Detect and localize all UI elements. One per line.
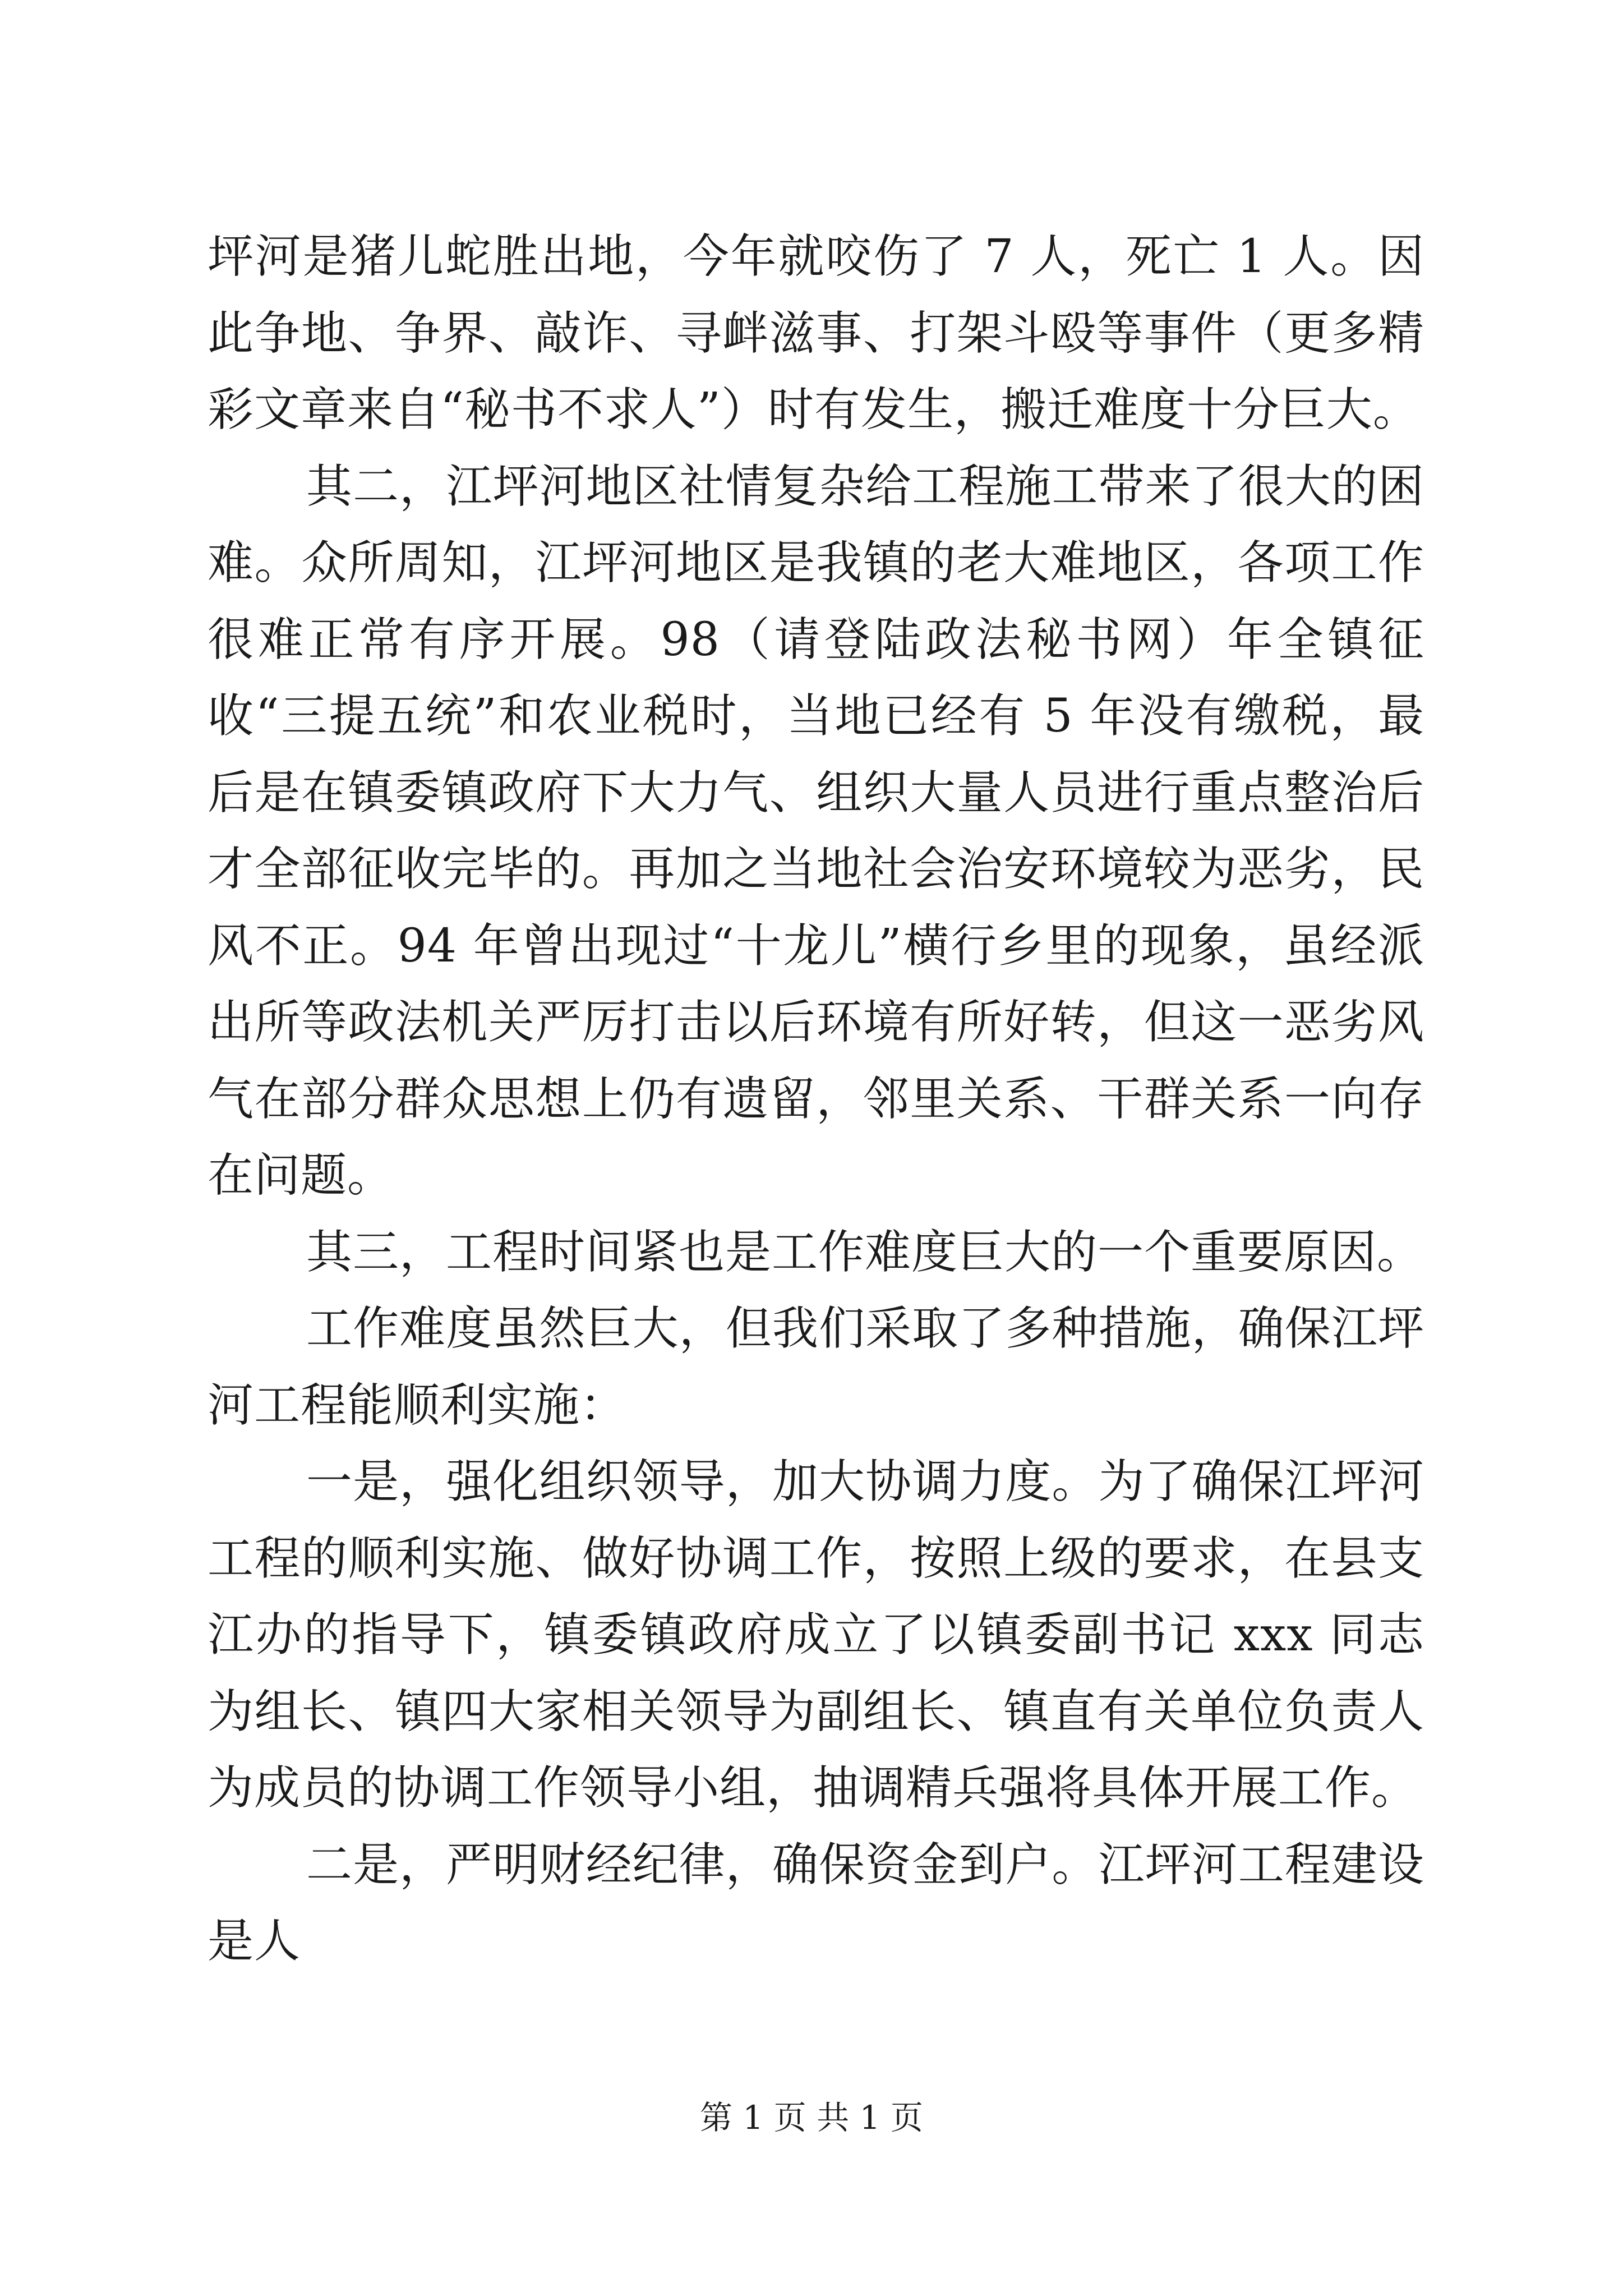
- paragraph-2: 其二，江坪河地区社情复杂给工程施工带来了很大的困难。众所周知，江坪河地区是我镇的老大难地区，各项工作很难正常有序开展。98（请登陆政法秘书网）年全镇征收“三提五统”和农业税时，当地已经有 5 年没有缴税，最后是在镇委镇政府下大力气、组织大量人员进行重点整治后才全部征收完毕的。再加之当地社会治安环境较为恶劣，民风不正。94 年曾出现过“十龙儿”横行乡里的现象，虽经派出所等政法机关严厉打击以后环境有所好转，但这一恶劣风气在部分群众思想上仍有遗留，邻里关系、干群关系一向存在问题。: [208, 459, 1424, 1202]
- paragraph-4: 工作难度虽然巨大，但我们采取了多种措施，确保江坪河工程能顺利实施：: [208, 1302, 1424, 1432]
- paragraph-1: 坪河是猪儿蛇胜出地，今年就咬伤了 7 人，死亡 1 人。因此争地、争界、敲诈、寻衅滋事、打架斗殴等事件（更多精彩文章来自“秘书不求人”）时有发生，搬迁难度十分巨大。: [208, 230, 1424, 436]
- paragraph-5: 一是，强化组织领导，加大协调力度。为了确保江坪河工程的顺利实施、做好协调工作，按照上级的要求，在县支江办的指导下，镇委镇政府成立了以镇委副书记 xxx 同志为组长、镇四大家相关领导为副组长、镇直有关单位负责人为成员的协调工作领导小组，抽调精兵强将具体开展工作。: [208, 1455, 1424, 1815]
- paragraph-3: 其三，工程时间紧也是工作难度巨大的一个重要原因。: [306, 1225, 1424, 1279]
- paragraph-6: 二是，严明财经纪律，确保资金到户。江坪河工程建设是人: [208, 1838, 1424, 1968]
- page-footer: 第 1 页 共 1 页: [700, 2099, 923, 2137]
- document-body: [208, 219, 1424, 1980]
